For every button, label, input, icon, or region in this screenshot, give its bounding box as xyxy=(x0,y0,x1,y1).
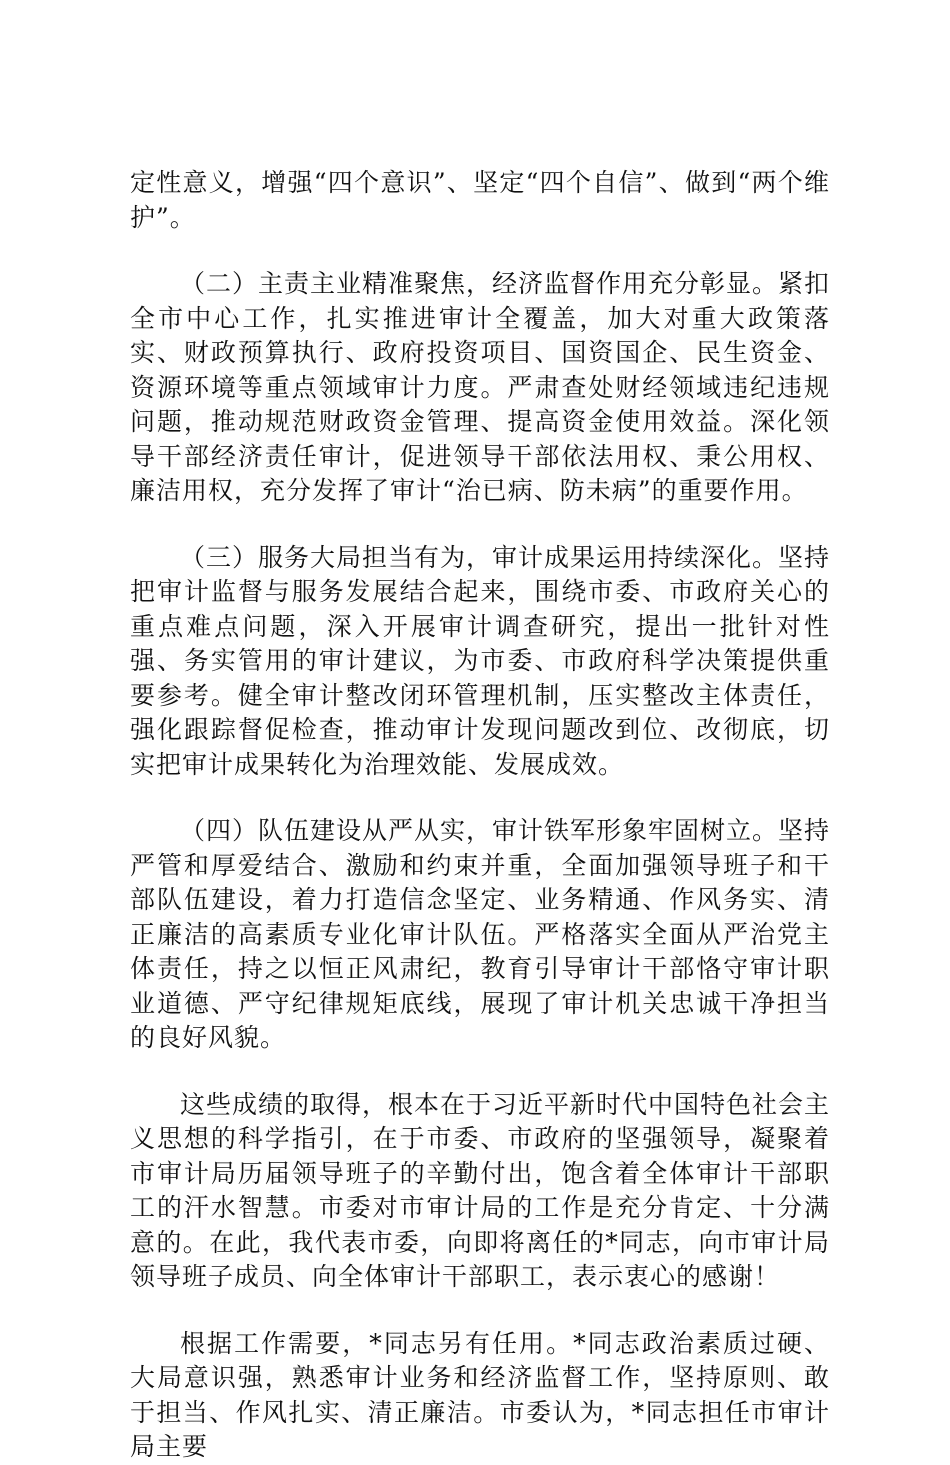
paragraph-section-three: （三）服务大局担当有为，审计成果运用持续深化。坚持把审计监督与服务发展结合起来，围绕市委、市政府关心的重点难点问题，深入开展审计调查研究，提出一批针对性强、务实管用的审计建议，为市委、市政府科学决策提供重要参考。健全审计整改闭环管理机制，压实整改主体责任，强化跟踪督促检查，推动审计发现问题改到位、改彻底，切实把审计成果转化为治理效能、发展成效。 xyxy=(130,542,831,779)
paragraph-spacer xyxy=(130,235,830,267)
paragraph-spacer xyxy=(130,1056,830,1088)
paragraph-spacer xyxy=(130,1295,830,1327)
paragraph-section-four: （四）队伍建设从严从实，审计铁军形象牢固树立。坚持严管和厚爱结合、激励和约束并重，全面加强领导班子和干部队伍建设，着力打造信念坚定、业务精通、作风务实、清正廉洁的高素质专业化审计队伍。严格落实全面从严治党主体责任，持之以恒正风肃纪，教育引导审计干部恪守审计职业道德、严守纪律规矩底线，展现了审计机关忠诚干净担当的良好风貌。 xyxy=(130,816,831,1052)
paragraph-achievements-summary: 这些成绩的取得，根本在于习近平新时代中国特色社会主义思想的科学指引，在于市委、市政府的坚强领导，凝聚着市审计局历届领导班子的辛勤付出，饱含着全体审计干部职工的汗水智慧。市委对市审计局的工作是充分肯定、十分满意的。在此，我代表市委，向即将离任的*同志，向市审计局领导班子成员、向全体审计干部职工，表示衷心的感谢！ xyxy=(130,1089,831,1291)
paragraph-appointment: 根据工作需要，*同志另有任用。*同志政治素质过硬、大局意识强，熟悉审计业务和经济监督工作，坚持原则、敢于担当、作风扎实、清正廉洁。市委认为，*同志担任市审计局主要 xyxy=(130,1328,830,1461)
paragraph-spacer xyxy=(130,509,830,541)
paragraph-section-two: （二）主责主业精准聚焦，经济监督作用充分彰显。紧扣全市中心工作，扎实推进审计全覆盖，加大对重大政策落实、财政预算执行、政府投资项目、国资国企、民生资金、资源环境等重点领域审计力度。严肃查处财经领域违纪违规问题，推动规范财政资金管理、提高资金使用效益。深化领导干部经济责任审计，促进领导干部依法用权、秉公用权、廉洁用权，充分发挥了审计“治已病、防未病”的重要作用。 xyxy=(130,269,831,505)
paragraph-continuation: 定性意义，增强“四个意识”、坚定“四个自信”、做到“两个维护”。 xyxy=(130,168,830,232)
paragraph-spacer xyxy=(130,782,830,814)
document-body xyxy=(130,166,830,1465)
